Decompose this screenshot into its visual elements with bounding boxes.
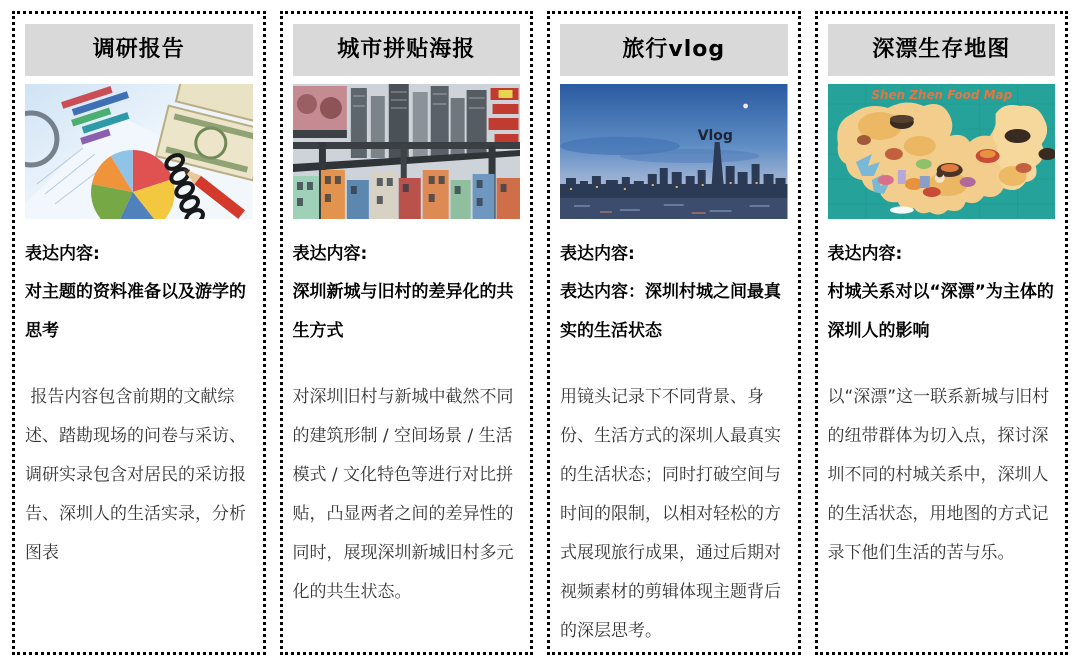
card-heading-map [828, 235, 1056, 350]
city-collage-photo [293, 84, 521, 219]
card-heading-collage [293, 235, 521, 350]
card-title-research: 调研报告 [25, 24, 253, 76]
city-collage-illustration [293, 84, 521, 219]
heading-line: 表达内容: [292, 244, 368, 264]
card-heading-vlog [560, 235, 788, 350]
shenzhen-food-map [828, 84, 1056, 219]
heading-line: 表达内容：深圳村城之间最真实的生活状态 [560, 282, 781, 341]
card-body-collage: 对深圳旧村与新城中截然不同的建筑形制 / 空间场景 / 生活模式 / 文化特色等进行对比拼贴，凸显两者之间的差异性的同时，展现深圳新城旧村多元化的共生状态。 [292, 386, 514, 603]
heading-line: 表达内容: [25, 244, 100, 264]
heading-line: 对主题的资料准备以及游学的思考 [25, 282, 246, 341]
heading-line: 村城关系对以“深漂”为主体的深圳人的影响 [827, 282, 1054, 341]
food-map-illustration [828, 84, 1056, 219]
heading-line: 深圳新城与旧村的差异化的共生方式 [292, 282, 514, 341]
vlog-skyline-illustration [560, 84, 788, 219]
vlog-label: Vlog [697, 127, 733, 145]
research-report-photo [25, 84, 253, 219]
card-title-collage: 城市拼贴海报 [293, 24, 521, 76]
card-title-vlog: 旅行vlog [560, 24, 788, 76]
card-body-map: 以“深漂”这一联系新城与旧村的纽带群体为切入点，探讨深圳不同的村城关系中，深圳人的生活状态，用地图的方式记录下他们生活的苦与乐。 [827, 386, 1050, 564]
research-report-illustration [25, 84, 253, 219]
card-body-research: 报告内容包含前期的文献综述、踏勘现场的问卷与采访、调研实录包含对居民的采访报告、深圳人的生活实录，分析图表 [25, 386, 246, 564]
travel-vlog-photo [560, 84, 788, 219]
food-map-title: Shen Zhen Food Map [870, 87, 1012, 103]
card-city-collage-poster [280, 11, 534, 655]
heading-line: 表达内容: [560, 244, 635, 264]
card-travel-vlog [547, 11, 801, 655]
card-title-map: 深漂生存地图 [828, 24, 1056, 76]
card-survival-map [815, 11, 1069, 655]
card-body-vlog: 用镜头记录下不同背景、身份、生活方式的深圳人最真实的生活状态；同时打破空间与时间的限制，以相对轻松的方式展现旅行成果，通过后期对视频素材的剪辑体现主题背后的深层思考。 [560, 386, 781, 642]
heading-line: 表达内容: [827, 244, 903, 264]
card-heading-research [25, 235, 253, 350]
card-research-report [12, 11, 266, 655]
